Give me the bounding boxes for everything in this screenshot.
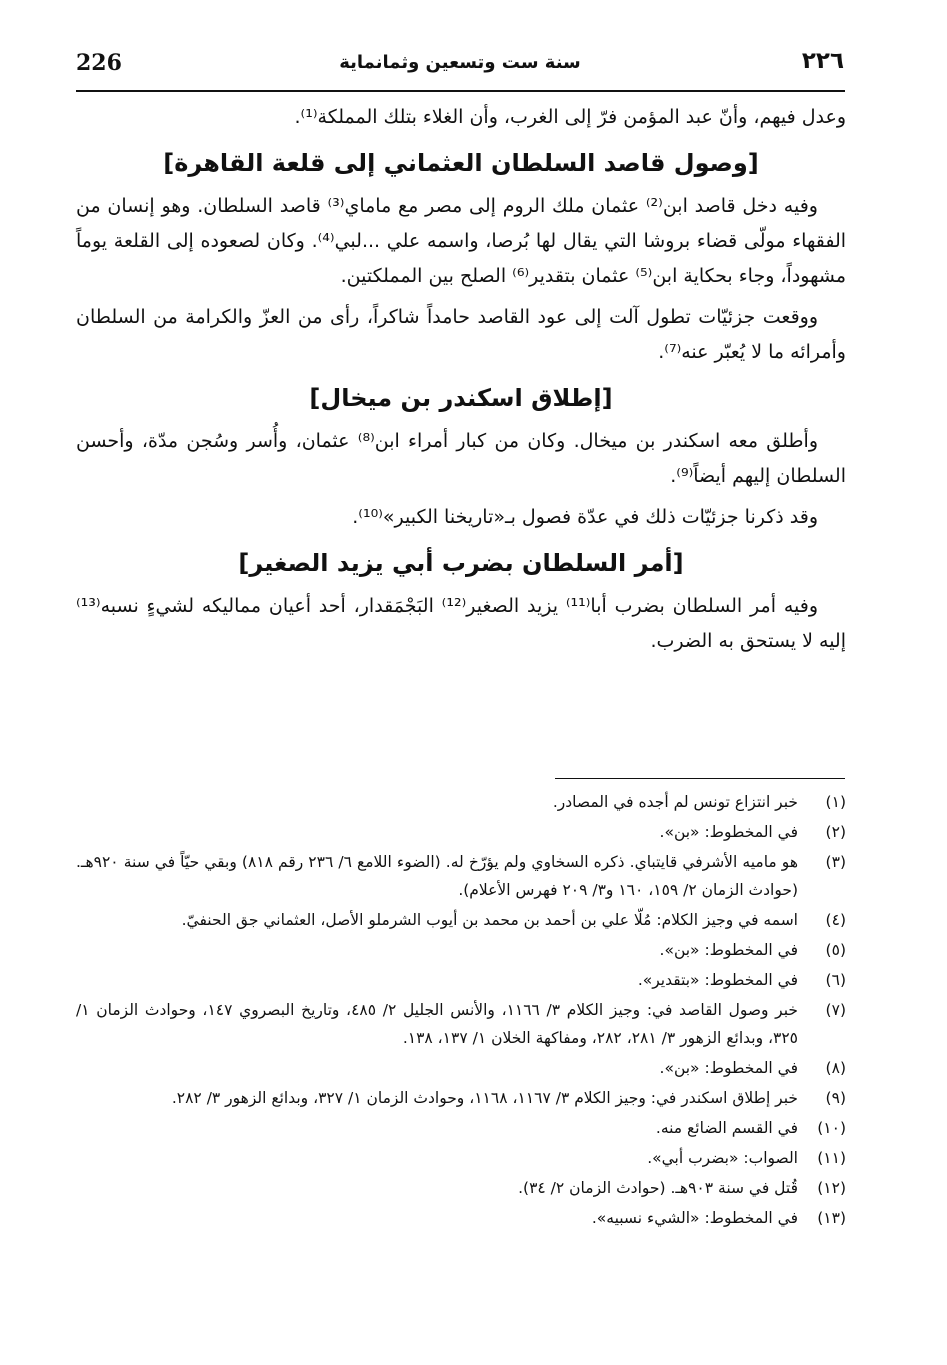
footnote-text: هو ماميه الأشرفي قايتباي. ذكره السخاوي ولم يؤرّخ له. (الضوء اللامع ٦/ ٢٣٦ رقم ٨١٨) وبقي حيّاً في سنة ٩٢٠هـ. (حوادث الزمان ٢/ ١٥٩، ١٦٠ و٣/ ٢٠٩ فهرس الأعلام). <box>76 853 798 899</box>
footnote <box>76 1144 846 1172</box>
header-rule <box>76 90 845 92</box>
running-title: سنة ست وتسعين وثمانماية <box>339 52 581 73</box>
footnote <box>76 966 846 994</box>
footnote <box>76 1204 846 1232</box>
footnote-number: (١٢) <box>817 1179 846 1197</box>
footnote <box>76 788 846 816</box>
footnote-text: الصواب: «بضرب أبي». <box>647 1149 798 1167</box>
paragraph: ووقعت جزئيّات تطول آلت إلى عود القاصد حامداً شاكراً، رأى من العزّ والكرامة من السلطان وأمرائه ما لا يُعبّر عنه⁽⁷⁾. <box>76 306 846 363</box>
footnote-text: في المخطوط: «الشيء نسبيه». <box>591 1209 798 1227</box>
footnote-number: (٦) <box>825 971 846 989</box>
footnote-text: في المخطوط: «بن». <box>659 1059 798 1077</box>
footnote-number: (٧) <box>825 1001 846 1019</box>
footnote <box>76 1114 846 1142</box>
footnote <box>76 1084 846 1112</box>
paragraph: وعدل فيهم، وأنّ عبد المؤمن فرّ إلى الغرب، وأن الغلاء بتلك المملكة⁽¹⁾. <box>294 106 846 128</box>
footnote-text: خبر إطلاق اسكندر في: وجيز الكلام ٣/ ١١٦٧، ١١٦٨، وحوادث الزمان ١/ ٣٢٧، وبدائع الزهور ٣/ ٢٨٢. <box>171 1089 798 1107</box>
paragraph: وفيه دخل قاصد ابن⁽²⁾ عثمان ملك الروم إلى مصر مع ماماي⁽³⁾ قاصد السلطان. وهو إنسان من الفقهاء مولّى قضاء بروشا التي يقال لها بُرصا، واسمه علي ...لبي⁽⁴⁾. وكان لصعوده إلى القلعة يوماً مشهوداً، وجاء بحكاية ابن⁽⁵⁾ عثمان بتقدير⁽⁶⁾ الصلح بين المملكتين. <box>76 195 847 287</box>
footnote-text: خبر وصول القاصد في: وجيز الكلام ٣/ ١١٦٦، والأنس الجليل ٢/ ٤٨٥، وتاريخ البصروي ١٤٧، وحوادث الزمان ١/ ٣٢٥، وبدائع الزهور ٣/ ٢٨١، ٢٨٢، ومفاكهة الخلان ١/ ١٣٧، ١٣٨. <box>76 1001 798 1047</box>
page-number-latin: 226 <box>76 50 122 76</box>
footnote <box>76 848 846 904</box>
footnote <box>76 936 846 964</box>
footnote-number: (٨) <box>825 1059 846 1077</box>
footnote-text: في المخطوط: «بن». <box>659 941 798 959</box>
footnote-number: (٤) <box>825 911 846 929</box>
paragraph: وأطلق معه اسكندر بن ميخال. وكان من كبار أمراء ابن⁽⁸⁾ عثمان، وأُسر وسُجن مدّة، وأحسن السلطان إليهم أيضاً⁽⁹⁾. <box>76 430 846 487</box>
footnote-number: (٣) <box>825 853 846 871</box>
footnote <box>76 818 846 846</box>
footnote-text: اسمه في وجيز الكلام: مُلّا علي بن أحمد بن محمد بن أيوب الشرملو الأصل، العثماني جق الحنفيّ. <box>181 911 798 929</box>
footnote-number: (١٠) <box>817 1119 846 1137</box>
footnote <box>76 996 846 1052</box>
page-number-arabic: ٢٢٦ <box>801 48 844 74</box>
footnote-text: في القسم الضائع منه. <box>655 1119 798 1137</box>
paragraph: وقد ذكرنا جزئيّات ذلك في عدّة فصول بـ«تاريخنا الكبير»⁽¹⁰⁾. <box>352 506 818 528</box>
footnote-number: (٥) <box>825 941 846 959</box>
paragraph: وفيه أمر السلطان بضرب أبا⁽¹¹⁾ يزيد الصغير⁽¹²⁾ البَجْمَقدار، أحد أعيان مماليكه لشيءٍ نسبه⁽¹³⁾ إليه لا يستحق به الضرب. <box>76 595 846 652</box>
section-heading: [وصول قاصد السلطان العثماني إلى قلعة القاهرة] <box>163 149 759 177</box>
section-heading: [أمر السلطان بضرب أبي يزيد الصغير] <box>238 549 684 577</box>
main-text <box>76 100 846 665</box>
footnote <box>76 1054 846 1082</box>
footnote-text: في المخطوط: «بتقدير». <box>637 971 798 989</box>
footnote <box>76 906 846 934</box>
footnote-number: (١١) <box>817 1149 846 1167</box>
footnote-text: قُتل في سنة ٩٠٣هـ. (حوادث الزمان ٢/ ٣٤). <box>518 1179 798 1197</box>
footnote-number: (١٣) <box>817 1209 846 1227</box>
footnotes <box>76 788 846 1234</box>
footnote-text: خبر انتزاع تونس لم أجده في المصادر. <box>552 793 798 811</box>
footnote-number: (٩) <box>825 1089 846 1107</box>
footnote-number: (١) <box>825 793 846 811</box>
footnote-separator <box>555 778 845 779</box>
footnote <box>76 1174 846 1202</box>
section-heading: [إطلاق اسكندر بن ميخال] <box>309 384 613 412</box>
footnote-number: (٢) <box>825 823 846 841</box>
page-header <box>76 48 844 88</box>
footnote-text: في المخطوط: «بن». <box>659 823 798 841</box>
